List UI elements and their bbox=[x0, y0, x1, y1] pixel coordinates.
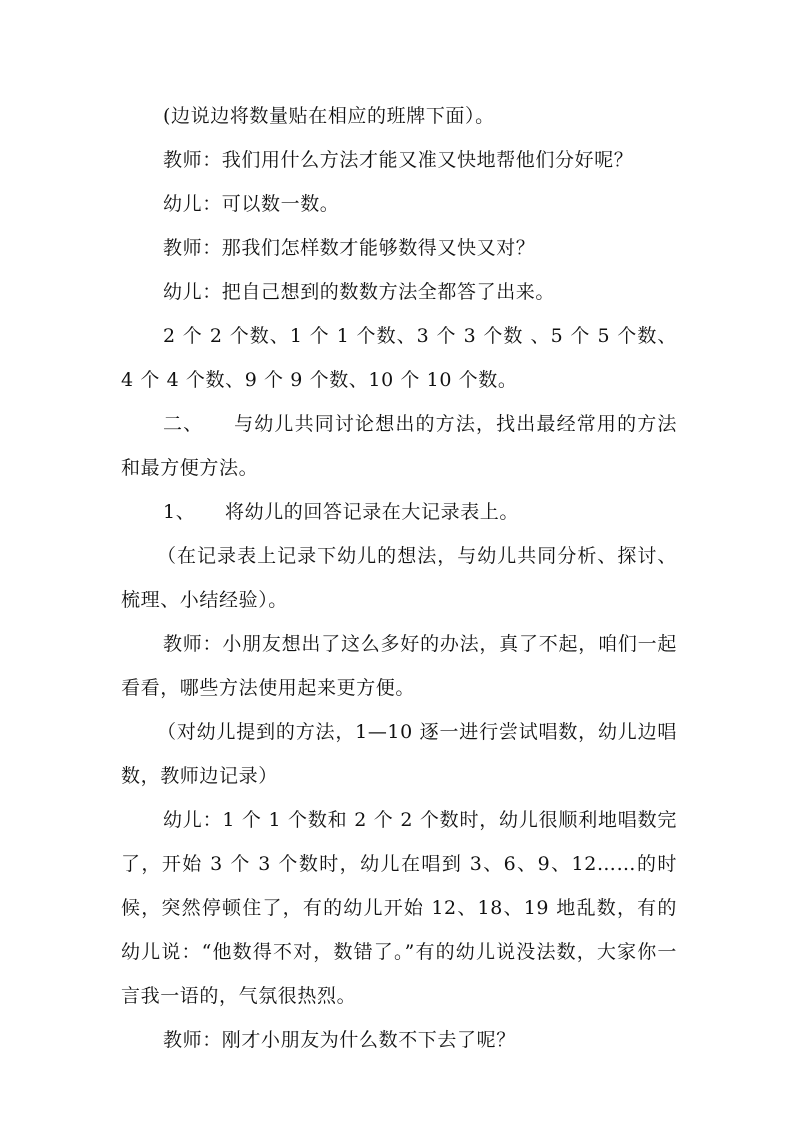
paragraph-teacher-praise: 教师：小朋友想出了这么多好的办法，真了不起，咱们一起看看，哪些方法使用起来更方便。 bbox=[121, 633, 677, 699]
paragraph-intro-note: (边说边将数量贴在相应的班牌下面）。 bbox=[163, 105, 495, 127]
paragraph-child-answer-1: 幼儿：可以数一数。 bbox=[163, 193, 340, 215]
paragraph-child-counting-observation: 幼儿：1 个 1 个数和 2 个 2 个数时，幼儿很顺利地唱数完了，开始 3 个 3 个数时，幼儿在唱到 3、6、9、12……的时候，突然停顿住了，有的幼儿开始 12、18、19 地乱数，有的幼儿说：“他数得不对，数错了。”有的幼儿说没法数，大家你一言我一语的，气氛很热烈。 bbox=[121, 809, 677, 1007]
paragraph-record-note: （在记录表上记录下幼儿的想法，与幼儿共同分析、探讨、梳理、小结经验）。 bbox=[121, 545, 677, 611]
paragraph-teacher-question-1: 教师：我们用什么方法才能又准又快地帮他们分好呢？ bbox=[163, 149, 634, 171]
paragraph-counting-methods: 2 个 2 个数、1 个 1 个数、3 个 3 个数 、5 个 5 个数、4 个 4 个数、9 个 9 个数、10 个 10 个数。 bbox=[121, 325, 677, 391]
paragraph-trial-note: （对幼儿提到的方法，1—10 逐一进行尝试唱数，幼儿边唱数，教师边记录） bbox=[121, 721, 677, 787]
document-body bbox=[121, 94, 677, 1062]
paragraph-step-one: 1、 将幼儿的回答记录在大记录表上。 bbox=[163, 501, 519, 523]
paragraph-child-answer-2: 幼儿：把自己想到的数数方法全都答了出来。 bbox=[163, 281, 556, 303]
paragraph-teacher-question-2: 教师：那我们怎样数才能够数得又快又对？ bbox=[163, 237, 536, 259]
paragraph-teacher-question-3: 教师：刚才小朋友为什么数不下去了呢？ bbox=[163, 1029, 516, 1051]
paragraph-section-two-heading: 二、 与幼儿共同讨论想出的方法，找出最经常用的方法和最方便方法。 bbox=[121, 413, 677, 479]
